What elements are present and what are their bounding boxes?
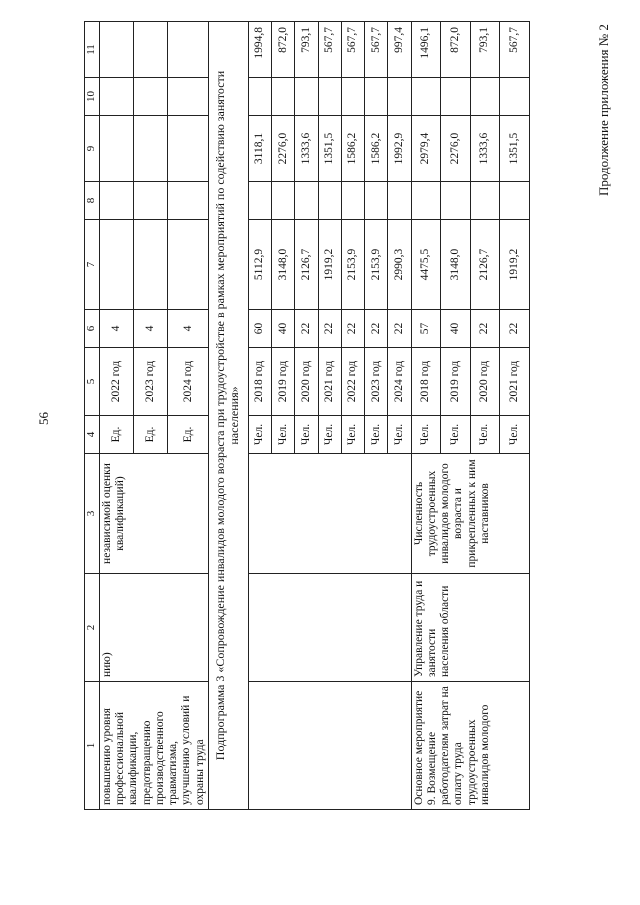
value-cell: 567,7 [341, 22, 364, 78]
value-cell: 3148,0 [272, 220, 295, 310]
table-row [411, 22, 441, 810]
col-header: 3 [85, 454, 100, 574]
unit-cell: Чел. [272, 416, 295, 454]
value-cell: 567,7 [318, 22, 341, 78]
year-cell: 2021 год [500, 348, 530, 416]
unit-cell: Чел. [318, 416, 341, 454]
document-table-rotated [84, 22, 530, 810]
value-cell: 2276,0 [441, 116, 471, 182]
year-cell: 2022 год [100, 348, 134, 416]
top-col3: независимой оценки квалификаций) [100, 454, 209, 574]
value-cell: 793,1 [470, 22, 500, 78]
value-cell: 872,0 [272, 22, 295, 78]
value-cell: 1992,9 [388, 116, 411, 182]
value-cell: 1994,8 [248, 22, 271, 78]
unit-cell: Ед. [134, 416, 168, 454]
value-cell: 567,7 [500, 22, 530, 78]
qty-cell: 4 [168, 310, 208, 348]
value-cell: 2126,7 [470, 220, 500, 310]
qty-cell: 4 [100, 310, 134, 348]
value-cell: 567,7 [365, 22, 388, 78]
qty-cell: 4 [134, 310, 168, 348]
qty-cell: 60 [248, 310, 271, 348]
header-row [85, 22, 100, 810]
value-cell: 2153,9 [365, 220, 388, 310]
qty-cell: 40 [272, 310, 295, 348]
unit-cell: Чел. [365, 416, 388, 454]
measure-executor: Управление труда и занятости населения области [411, 574, 529, 682]
qty-cell: 22 [470, 310, 500, 348]
value-cell: 997,4 [388, 22, 411, 78]
col-header: 11 [85, 22, 100, 78]
top-col1: повышению уровня профессиональной квалификации, предотвращению производственного травматизма, улучшению условий и охраны труда [100, 682, 209, 810]
value-cell: 1496,1 [411, 22, 441, 78]
year-cell: 2024 год [168, 348, 208, 416]
qty-cell: 22 [500, 310, 530, 348]
value-cell: 1919,2 [318, 220, 341, 310]
col-header: 7 [85, 220, 100, 310]
value-cell: 1333,6 [295, 116, 318, 182]
qty-cell: 22 [318, 310, 341, 348]
unit-cell: Чел. [470, 416, 500, 454]
unit-cell: Ед. [168, 416, 208, 454]
value-cell: 1919,2 [500, 220, 530, 310]
col-header: 6 [85, 310, 100, 348]
col-header: 9 [85, 116, 100, 182]
value-cell: 1333,6 [470, 116, 500, 182]
col-header: 10 [85, 78, 100, 116]
col-header: 8 [85, 182, 100, 220]
qty-cell: 40 [441, 310, 471, 348]
year-cell: 2019 год [272, 348, 295, 416]
year-cell: 2020 год [295, 348, 318, 416]
subprogram-title: Подпрограмма 3 «Сопровождение инвалидов молодого возраста при трудоустройстве в рамках мероприятий по содействию занятости населения» [208, 22, 248, 810]
value-cell: 2990,3 [388, 220, 411, 310]
year-cell: 2018 год [411, 348, 441, 416]
value-cell: 3148,0 [441, 220, 471, 310]
year-cell: 2019 год [441, 348, 471, 416]
value-cell: 1586,2 [341, 116, 364, 182]
value-cell: 872,0 [441, 22, 471, 78]
value-cell: 1351,5 [500, 116, 530, 182]
year-cell: 2021 год [318, 348, 341, 416]
page-number: 56 [36, 412, 51, 425]
unit-cell: Ед. [100, 416, 134, 454]
value-cell: 1351,5 [318, 116, 341, 182]
value-cell: 1586,2 [365, 116, 388, 182]
value-cell: 2153,9 [341, 220, 364, 310]
top-col2: нию) [100, 574, 209, 682]
year-cell: 2018 год [248, 348, 271, 416]
value-cell: 5112,9 [248, 220, 271, 310]
year-cell: 2022 год [341, 348, 364, 416]
value-cell: 2126,7 [295, 220, 318, 310]
unit-cell: Чел. [500, 416, 530, 454]
qty-cell: 57 [411, 310, 441, 348]
program-table [84, 21, 530, 810]
table-row [100, 22, 134, 810]
appendix-note: Продолжение приложения № 2 [596, 24, 611, 196]
col-header: 1 [85, 682, 100, 810]
qty-cell: 22 [341, 310, 364, 348]
year-cell: 2023 год [365, 348, 388, 416]
unit-cell: Чел. [388, 416, 411, 454]
unit-cell: Чел. [248, 416, 271, 454]
year-cell: 2020 год [470, 348, 500, 416]
col-header: 5 [85, 348, 100, 416]
value-cell: 2276,0 [272, 116, 295, 182]
measure-title: Основное мероприятие 9. Возмещение работодателям затрат на оплату труда трудоустроенных инвалидов молодого [411, 682, 529, 810]
unit-cell: Чел. [295, 416, 318, 454]
table-row [248, 22, 271, 810]
subprogram-row [208, 22, 248, 810]
qty-cell: 22 [365, 310, 388, 348]
value-cell: 4475,5 [411, 220, 441, 310]
value-cell: 3118,1 [248, 116, 271, 182]
col-header: 4 [85, 416, 100, 454]
col-header: 2 [85, 574, 100, 682]
qty-cell: 22 [295, 310, 318, 348]
unit-cell: Чел. [411, 416, 441, 454]
year-cell: 2024 год [388, 348, 411, 416]
unit-cell: Чел. [441, 416, 471, 454]
value-cell: 2979,4 [411, 116, 441, 182]
measure-indicator: Численность трудоустроенных инвалидов молодого возраста и прикрепленных к ним наставников [411, 454, 529, 574]
year-cell: 2023 год [134, 348, 168, 416]
unit-cell: Чел. [341, 416, 364, 454]
value-cell: 793,1 [295, 22, 318, 78]
qty-cell: 22 [388, 310, 411, 348]
